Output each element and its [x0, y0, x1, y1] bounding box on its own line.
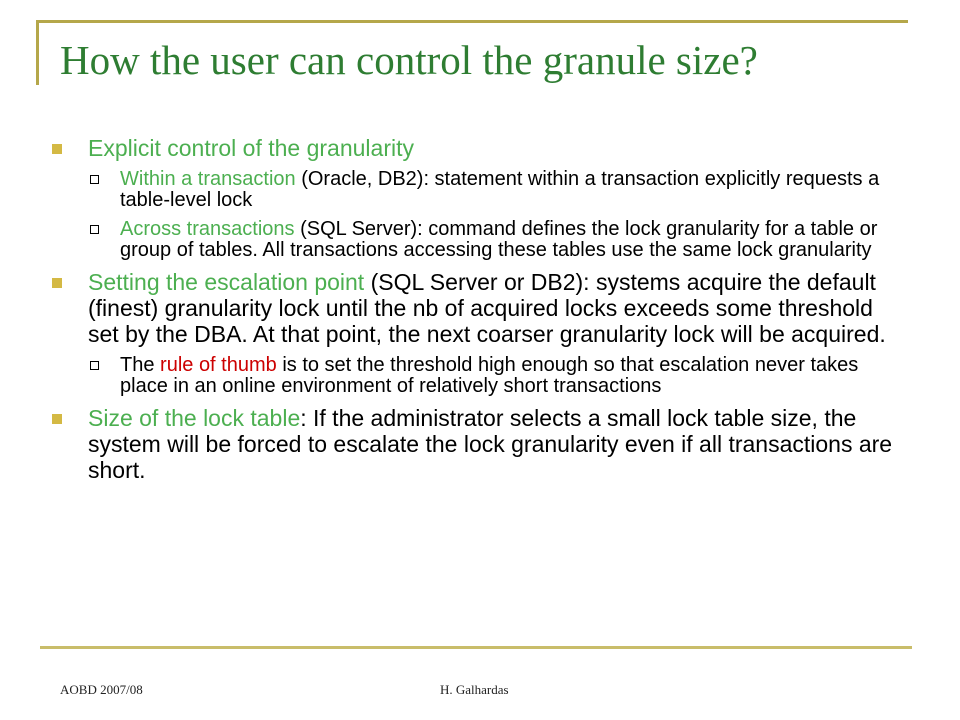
sub-bullet-item [50, 219, 910, 261]
square-bullet-icon [52, 144, 62, 154]
sub-bullet-item [50, 355, 910, 397]
bullet-text-segment: (SQL Server or DB2): systems acquire the default (finest) granularity lock until the nb of acquired locks exceeds some threshold set by the DBA. At that point, the next coarser granularity lock will be acquired. [88, 269, 886, 347]
title-frame-top-border [36, 20, 908, 23]
square-bullet-icon [52, 414, 62, 424]
bullet-text [88, 135, 910, 161]
bullet-item [50, 135, 910, 161]
bullet-text-segment: : If the administrator selects a small lock table size, the system will be forced to escalate the lock granularity even if all transactions are short. [88, 405, 893, 483]
bullet-item [50, 405, 910, 483]
bullet-highlight: Setting the escalation point [88, 269, 365, 295]
hollow-square-bullet-icon [90, 175, 99, 184]
sub-bullet-text-segment: is to set the threshold high enough so that escalation never takes place in an online environment of relatively short transactions [120, 354, 859, 397]
hollow-square-bullet-icon [90, 361, 99, 370]
sub-bullet-highlight: rule of thumb [160, 354, 277, 376]
bullet-text [88, 405, 910, 483]
bullet-highlight: Size of the lock table [88, 405, 301, 431]
bullet-text [88, 269, 910, 347]
slide-title: How the user can control the granule size? [60, 37, 758, 83]
sub-bullet-highlight: Within a transaction [120, 168, 296, 190]
bullet-item [50, 269, 910, 347]
bullet-highlight: Explicit control of the granularity [88, 135, 414, 161]
sub-bullet-text [120, 355, 910, 397]
footer-divider [40, 646, 912, 649]
sub-bullet-highlight: Across transactions [120, 218, 295, 240]
footer-author: H. Galhardas [440, 682, 509, 697]
sub-bullet-text-segment: (SQL Server): command defines the lock granularity for a table or group of tables. All transactions accessing these tables use the same lock granularity [120, 218, 878, 261]
footer-course-label: AOBD 2007/08 [60, 682, 143, 697]
hollow-square-bullet-icon [90, 225, 99, 234]
sub-bullet-text [120, 169, 910, 211]
slide-content [50, 135, 910, 491]
sub-bullet-text-segment: (Oracle, DB2): statement within a transaction explicitly requests a table-level lock [120, 168, 880, 211]
sub-bullet-text-segment: The [120, 354, 161, 376]
sub-bullet-text [120, 219, 910, 261]
square-bullet-icon [52, 278, 62, 288]
sub-bullet-item [50, 169, 910, 211]
title-frame-left-border [36, 20, 39, 85]
